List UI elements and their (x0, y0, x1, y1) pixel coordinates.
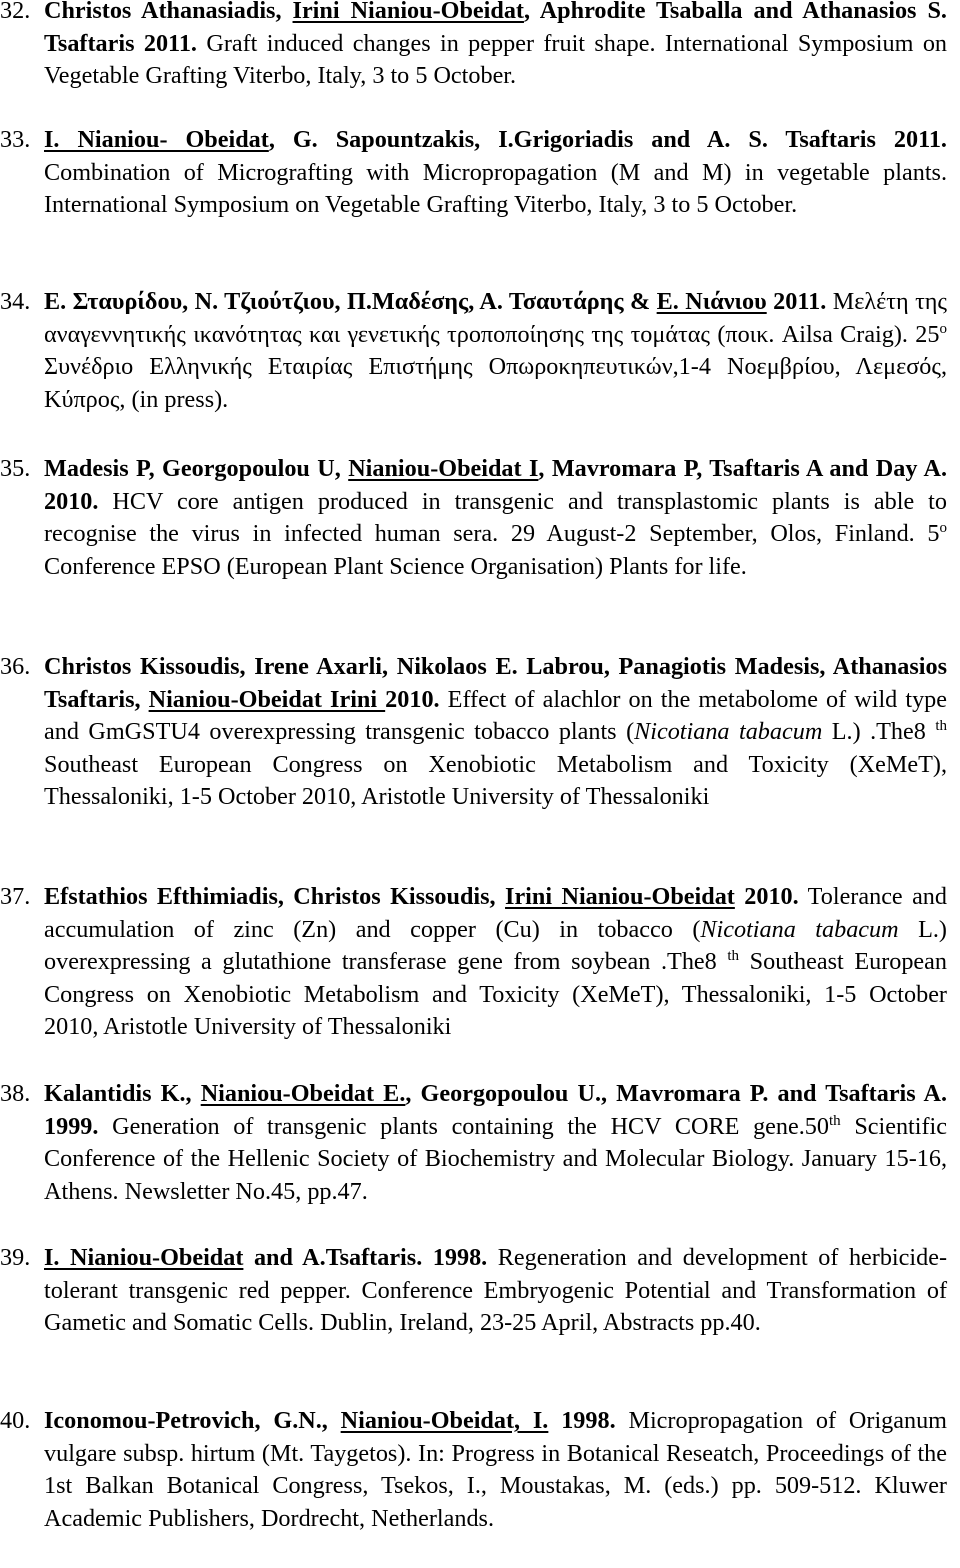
citation-details: Tolerance and accumulation of zinc (Zn) and copper (Cu) in tobacco ( (44, 883, 947, 943)
highlighted-author: Irini Nianiou-Obeidat (292, 0, 524, 24)
highlighted-author: Irini Nianiou-Obeidat (505, 883, 735, 910)
reference-32 (0, 0, 947, 93)
reference-text (44, 1242, 947, 1340)
reference-35 (0, 453, 947, 583)
superscript: th (727, 948, 740, 965)
citation-details: Μελέτη της αναγεννητικής ικανότητας και γενετικής τροποποίησης της τομάτας (ποικ. Ailsa Craig). 25 (44, 288, 948, 348)
reference-text (44, 453, 947, 583)
reference-text (44, 0, 947, 93)
year: 2010. (385, 685, 440, 713)
species-name: Nicotiana tabacum (634, 718, 823, 746)
reference-text (44, 286, 947, 416)
reference-text (44, 1405, 947, 1535)
citation-details: Regeneration and development of herbicide-tolerant transgenic red pepper. Conference Embryogenic Potential and Transformation of Gametic and Somatic Cells. Dublin, Ireland, 23-25 April, Abstracts pp.40. (44, 1244, 947, 1337)
authors-year: , Aphrodite Tsaballa and Athanasios S. Tsaftaris 2011. (44, 0, 947, 57)
highlighted-author: I. Nianiou-Obeidat (44, 1244, 244, 1271)
citation-details-cont: L.) .The8 (822, 718, 936, 746)
reference-text (44, 1078, 947, 1208)
authors: Christos Athanasiadis, (44, 0, 293, 24)
citation-details-cont: Scientific Conference of the Hellenic Society of Biochemistry and Molecular Biology. January 15-16, Athens. Newsletter No.45, pp.47. (44, 1112, 948, 1205)
reference-37 (0, 881, 947, 1044)
authors-year: , Mavromara P, Tsaftaris A and Day A. 2010. (44, 455, 947, 515)
reference-34 (0, 286, 947, 416)
year: 2011. (766, 288, 827, 315)
citation-details-end: Southeast European Congress on Xenobiotic Metabolism and Toxicity (XeMeT), Thessaloniki, 1-5 October 2010, Aristotle University of Thessaloniki (44, 948, 948, 1041)
citation-details-cont: Conference EPSO (European Plant Science Organisation) Plants for life. (44, 552, 747, 580)
highlighted-author: Nianiou-Obeidat I (348, 455, 539, 482)
citation-details: Micropropagation of Origanum vulgare subsp. hirtum (Mt. Taygetos). In: Progress in Botanical Reseatch, Proceedings of the 1st Balkan Botanical Congress, Tsekos, I., Moustakas, M. (eds.) pp. 509-512. Kluwer Academic Publishers, Dordrecht, Netherlands. (44, 1407, 947, 1532)
highlighted-author: Nianiou-Obeidat E. (200, 1080, 406, 1107)
year: 2010. (734, 883, 799, 910)
reference-number: 35. (0, 455, 31, 482)
reference-text (44, 651, 947, 814)
reference-38 (0, 1078, 947, 1208)
reference-number: 38. (0, 1080, 31, 1107)
authors: Kalantidis K., (44, 1080, 201, 1107)
superscript: o (939, 520, 947, 537)
authors: Christos Kissoudis, Irene Axarli, Nikolaos E. Labrou, Panagiotis Madesis, Athanasios Tsaftaris, (44, 653, 947, 713)
authors: Madesis P, Georgopoulou U, (44, 455, 349, 482)
citation-details: HCV core antigen produced in transgenic and transplastomic plants is able to recognise the virus in infected human sera. 29 August-2 September, Olos, Finland. 5 (44, 487, 947, 548)
authors-year: , G. Sapountzakis, I.Grigoriadis and A. S. Tsaftaris 2011. (268, 126, 947, 153)
superscript: th (935, 718, 947, 735)
authors-year: and A.Tsaftaris. 1998. (243, 1244, 488, 1271)
highlighted-author: Nianiou-Obeidat, I. (340, 1407, 549, 1434)
citation-details: Effect of alachlor on the metabolome of wild type and GmGSTU4 overexpressing transgenic tobacco plants ( (44, 685, 947, 746)
reference-number: 39. (0, 1244, 31, 1271)
citation-details: Combination of Micrografting with Micropropagation (M and M) in vegetable plants. International Symposium on Vegetable Grafting Viterbo, Italy, 3 to 5 October. (44, 158, 947, 219)
reference-number: 37. (0, 883, 31, 910)
reference-33 (0, 124, 947, 222)
reference-number: 34. (0, 288, 31, 315)
species-name: Nicotiana tabacum (700, 915, 899, 943)
superscript: ο (939, 320, 947, 337)
citation-details: Generation of transgenic plants containing the HCV CORE gene.50 (98, 1112, 829, 1140)
reference-36 (0, 651, 947, 814)
citation-details-cont: L.) overexpressing a glutathione transferase gene from soybean .The8 (44, 915, 947, 976)
reference-number: 36. (0, 653, 31, 680)
highlighted-author: Ε. Νιάνιου (656, 288, 767, 315)
citation-details: Graft induced changes in pepper fruit shape. International Symposium on Vegetable Grafting Viterbo, Italy, 3 to 5 October. (44, 29, 948, 90)
citation-details-end: Southeast European Congress on Xenobiotic Metabolism and Toxicity (XeMeT), Thessaloniki, 1-5 October 2010, Aristotle University of Thessaloniki (44, 750, 947, 811)
authors: Ε. Σταυρίδου, Ν. Τζιούτζιου, Π.Μαδέσης, Α. Τσαυτάρης & (44, 288, 657, 315)
reference-number: 40. (0, 1407, 31, 1434)
authors: Efstathios Efthimiadis, Christos Kissoudis, (44, 883, 506, 910)
reference-number: 33. (0, 126, 31, 153)
reference-number: 32. (0, 0, 31, 24)
superscript: th (828, 1112, 841, 1129)
reference-text (44, 124, 947, 222)
authors: Iconomou-Petrovich, G.N., (44, 1407, 341, 1434)
citation-details-cont: Συνέδριο Ελληνικής Εταιρίας Επιστήμης Οπωροκηπευτικών,1-4 Νοεμβρίου, Λεμεσός, Κύπρος, (in press). (44, 353, 947, 413)
authors-year: , Georgopoulou U., Mavromara P. and Tsaftaris A. 1999. (44, 1080, 947, 1140)
highlighted-author: I. Nianiou- Obeidat (44, 126, 269, 153)
reference-39 (0, 1242, 947, 1340)
reference-text (44, 881, 947, 1044)
year: 1998. (548, 1407, 616, 1434)
reference-40 (0, 1405, 947, 1535)
highlighted-author: Nianiou-Obeidat Irini (148, 685, 386, 713)
